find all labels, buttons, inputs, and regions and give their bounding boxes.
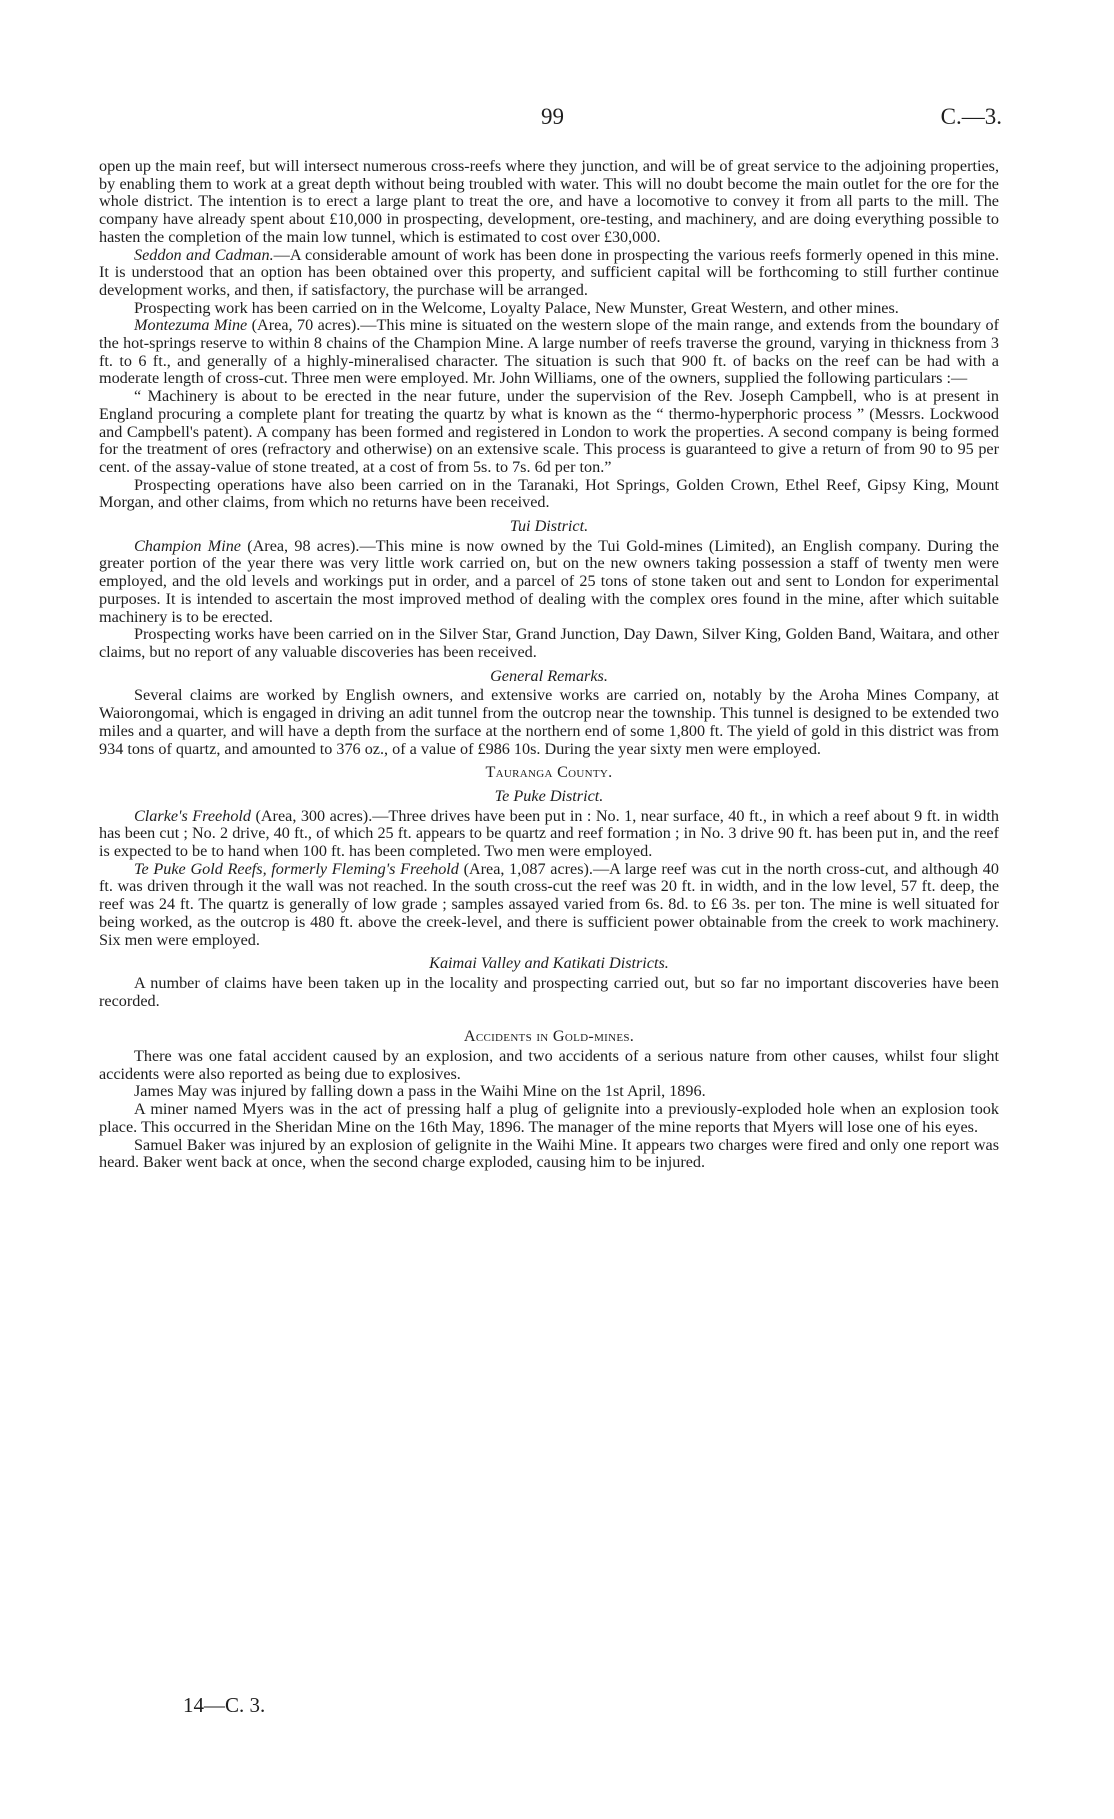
paragraph-text: Prospecting works have been carried on in the Silver Star, Grand Junction, Day Dawn, Silver King, Golden Band, Waitara, and other claims, but no report of any valuable discoveries has been received. xyxy=(99,625,999,661)
paragraph-text: (Area, 300 acres).—Three drives have been put in : No. 1, near surface, 40 ft., in which a reef about 9 ft. in width has been cut ; No. 2 drive, 40 ft., of which 25 ft. appears to be quartz and reef formation ; in No. 3 drive 90 ft. has been put in, and the reef is expected to be to hand when 100 ft. has been completed. Two men were employed. xyxy=(99,806,999,861)
paragraph-text: General Remarks. xyxy=(490,666,608,685)
paragraph xyxy=(99,477,999,512)
paragraph xyxy=(99,626,999,661)
paragraph xyxy=(99,808,999,861)
paragraph-text: Tauranga County. xyxy=(485,763,613,782)
paragraph-lead: Montezuma Mine xyxy=(134,316,248,335)
paragraph-text: —A considerable amount of work has been done in prospecting the various reefs formerly opened in this mine. It is understood that an option has been obtained over this property, and sufficient capital will be forthcoming to still further continue development works, and then, if satisfactory, the purchase will be arranged. xyxy=(99,245,999,299)
spacer xyxy=(99,1010,999,1022)
document-reference: C.—3. xyxy=(940,104,1002,129)
paragraph xyxy=(99,687,999,758)
paragraph xyxy=(99,1048,999,1083)
section-heading xyxy=(99,518,999,536)
paragraph xyxy=(99,158,999,247)
paragraph-text: A miner named Myers was in the act of pressing half a plug of gelignite into a previously-exploded hole when an explosion took place. This occurred in the Sheridan Mine on the 16th May, 1896. The manager of the mine reports that Myers will lose one of his eyes. xyxy=(99,1100,999,1136)
paragraph-lead: Te Puke Gold Reefs, formerly Fleming's Freehold xyxy=(134,859,459,878)
paragraph-text: Prospecting operations have also been carried on in the Taranaki, Hot Springs, Golden Crown, Ethel Reef, Gipsy King, Mount Morgan, and other claims, from which no returns have been received. xyxy=(99,475,999,512)
paragraph-lead: Seddon and Cadman. xyxy=(134,245,274,264)
paragraph xyxy=(99,1137,999,1172)
paragraph xyxy=(99,388,999,477)
paragraph-text: Prospecting work has been carried on in the Welcome, Loyalty Palace, New Munster, Great Western, and other mines. xyxy=(134,298,899,317)
county-heading xyxy=(99,1028,999,1046)
section-heading xyxy=(99,788,999,806)
paragraph-text: Te Puke District. xyxy=(494,786,604,805)
paragraph xyxy=(99,1083,999,1101)
section-heading xyxy=(99,955,999,973)
paragraph-text: Tui District. xyxy=(509,517,589,536)
paragraph xyxy=(99,861,999,950)
paragraph xyxy=(99,975,999,1010)
paragraph-lead: Champion Mine xyxy=(134,536,241,555)
sheet-signature: 14—C. 3. xyxy=(183,1693,266,1717)
paragraph-text: James May was injured by falling down a pass in the Waihi Mine on the 1st April, 1896. xyxy=(134,1082,706,1101)
paragraph-text: Several claims are worked by English owners, and extensive works are carried on, notably by the Aroha Mines Company, at Waiorongomai, which is engaged in driving an adit tunnel from the outcrop near the township. This tunnel is designed to be extended two miles and a quarter, and will have a depth from the surface at the northern end of some 1,800 ft. The yield of gold in this district was from 934 tons of quartz, and amounted to 376 oz., of a value of £986 10s. During the year sixty men were employed. xyxy=(99,686,999,758)
paragraph xyxy=(99,538,999,627)
paragraph-text: Samuel Baker was injured by an explosion of gelignite in the Waihi Mine. It appears two charges were fired and only one report was heard. Baker went back at once, when the second charge exploded, causing him to be injured. xyxy=(99,1135,999,1172)
paragraph-text: “ Machinery is about to be erected in the near future, under the supervision of the Rev. Joseph Campbell, who is at present in England procuring a complete plant for treating the quartz by what is known as the “ thermo-hyperphoric process ” (Messrs. Lockwood and Campbell's patent). A company has been formed and registered in London to work the properties. A second company is being formed for the treatment of ores (refractory and otherwise) on an extensive scale. This process is guaranteed to give a return of from 90 to 95 per cent. of the assay-value of stone treated, at a cost of from 5s. to 7s. 6d per ton.” xyxy=(99,387,999,476)
paragraph xyxy=(99,300,999,318)
paragraph xyxy=(99,247,999,300)
paragraph xyxy=(99,317,999,388)
paragraph-text: open up the main reef, but will intersect numerous cross-reefs where they junction, and will be of great service to the adjoining properties, by enabling them to work at a great depth without being troubled with water. This will no doubt become the main outlet for the ore for the whole district. The intention is to erect a large plant to treat the ore, and have a locomotive to convey it from all parts to the mill. The company have already spent about £10,000 in prospecting, development, ore-testing, and machinery, and are doing everything possible to hasten the completion of the main low tunnel, which is estimated to cost over £30,000. xyxy=(99,157,999,246)
paragraph-text: (Area, 70 acres).—This mine is situated on the western slope of the main range, and extends from the boundary of the hot-springs reserve to within 8 chains of the Champion Mine. A large number of reefs traverse the ground, varying in thickness from 3 ft. to 6 ft., and generally of a highly-mineralised character. The situation is such that 900 ft. of backs on the reef can be had with a moderate length of cross-cut. Three men were employed. Mr. John Williams, one of the owners, supplied the following particulars :— xyxy=(99,316,999,388)
document-body xyxy=(99,158,999,1172)
paragraph-text: (Area, 98 acres).—This mine is now owned by the Tui Gold-mines (Limited), an English company. During the greater portion of the year there was very little work carried on, but on the new owners taking possession a staff of twenty men were employed, and the old levels and workings put in order, and a parcel of 25 tons of stone taken out and sent to London for experimental purposes. It is intended to ascertain the most improved method of dealing with the complex ores found in the mine, after which suitable machinery is to be erected. xyxy=(99,536,999,626)
section-heading xyxy=(99,668,999,686)
page-number: 99 xyxy=(541,104,564,129)
paragraph-text: (Area, 1,087 acres).—A large reef was cut in the north cross-cut, and although 40 ft. was driven through it the wall was not reached. In the south cross-cut the reef was 20 ft. in width, and in the low level, 57 ft. deep, the reef was 24 ft. The quartz is generally of low grade ; samples assayed varied from 6s. 8d. to £6 3s. per ton. The mine is well situated for being worked, as the outcrop is 480 ft. above the creek-level, and there is sufficient power obtainable from the creek to work machinery. Six men were employed. xyxy=(99,859,999,949)
paragraph-text: There was one fatal accident caused by an explosion, and two accidents of a serious nature from other causes, whilst four slight accidents were also reported as being due to explosives. xyxy=(99,1047,999,1083)
paragraph xyxy=(99,1101,999,1136)
paragraph-text: A number of claims have been taken up in the locality and prospecting carried out, but so far no important discoveries have been recorded. xyxy=(99,973,999,1010)
paragraph-lead: Clarke's Freehold xyxy=(134,806,252,825)
paragraph-text: Kaimai Valley and Katikati Districts. xyxy=(429,954,669,973)
county-heading xyxy=(99,764,999,782)
paragraph-text: Accidents in Gold-mines. xyxy=(463,1027,635,1046)
